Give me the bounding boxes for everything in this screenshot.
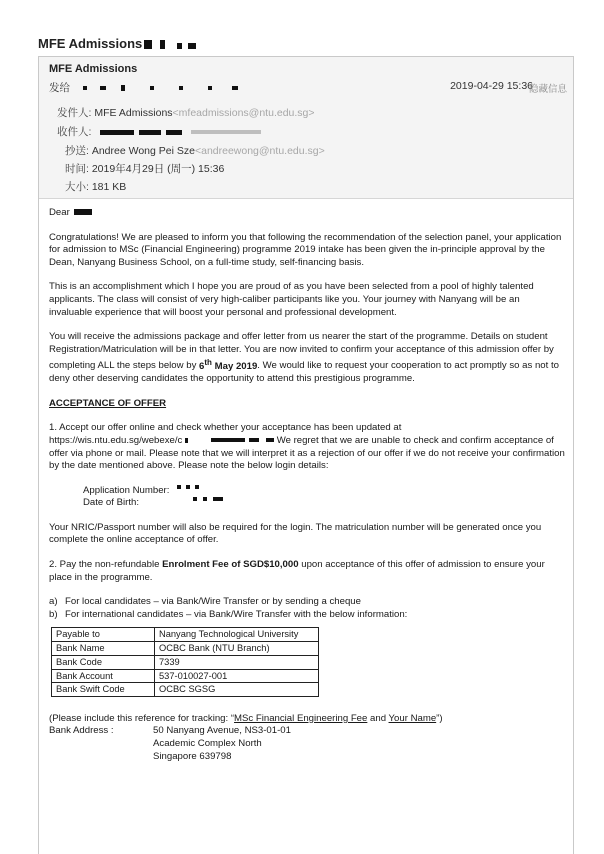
acceptance-heading: ACCEPTANCE OF OFFER (49, 397, 167, 409)
email-viewer (38, 56, 574, 854)
sender-label: 发给 (49, 82, 70, 94)
paragraph-congratulations: Congratulations! We are pleased to inform you that following the recommendation of the selection panel, your application for admission to MSc (Financial Engineering) programme 2019 intake has been given the in-principle approval by the Dean, Nanyang Business School, on a full-time study, self-financing basis. (49, 231, 562, 268)
email-header (39, 57, 573, 199)
size-value: 181 KB (91, 181, 127, 193)
redaction-block (193, 497, 197, 501)
greeting: Dear (49, 207, 565, 220)
email-date: 2019-04-29 15:36 (450, 80, 533, 92)
acceptance-url-link[interactable]: https://wis.ntu.edu.sg/webexe/c (49, 434, 183, 446)
redaction-block (195, 485, 199, 489)
sender-line (49, 80, 238, 95)
redaction-block (191, 130, 261, 134)
application-number-label: Application Number: (83, 484, 170, 496)
page-title-text: MFE Admissions (38, 36, 143, 51)
redaction-block (100, 130, 134, 135)
nric-note: Your NRIC/Passport number will also be required for the login. The matriculation number will be generated once you complete the online acceptance of offer. (49, 521, 542, 546)
redaction-block (185, 438, 188, 443)
time-value: 2019年4月29日 (周一) 15:36 (91, 163, 225, 175)
redaction-block (266, 438, 274, 442)
list-item: b) For international candidates – via Bank/Wire Transfer with the below information: (49, 608, 408, 620)
paragraph-accomplishment: This is an accomplishment which I hope you are proud of as you have been selected from a pool of highly talented applicants. The class will consist of very high-caliber participants like you. Your journey with Nanyang will be an invaluable experience that will boost your personal and professional development. (49, 281, 534, 318)
cc-name[interactable]: Andree Wong Pei Sze (91, 145, 195, 157)
table-row: Bank Code 7339 (52, 655, 319, 669)
from-address[interactable]: <mfeadmissions@ntu.edu.sg> (172, 107, 315, 119)
bank-details-table (51, 627, 319, 696)
table-row: Bank Name OCBC Bank (NTU Branch) (52, 642, 319, 656)
table-row: Bank Swift Code OCBC SGSG (52, 683, 319, 697)
from-row: 发件人: MFE Admissions<mfeadmissions@ntu.edu.sg> (57, 107, 315, 119)
page-title (38, 36, 142, 51)
redaction-block (150, 86, 154, 90)
time-row: 时间: 2019年4月29日 (周一) 15:36 (65, 163, 225, 175)
redaction-block (121, 85, 125, 91)
redaction-block (177, 43, 182, 49)
dob-label: Date of Birth: (83, 497, 139, 509)
tracking-reference: (Please include this reference for tracking: “MSc Financial Engineering Fee and Your Name”) (49, 712, 443, 724)
login-details (83, 485, 565, 510)
hide-details-link[interactable]: 隐藏信息 (528, 84, 567, 95)
list-item: a) For local candidates – via Bank/Wire Transfer or by sending a cheque (49, 596, 361, 608)
size-row: 大小: 181 KB (65, 181, 127, 193)
step-2: 2. Pay the non-refundable Enrolment Fee of SGD$10,000 upon acceptance of this offer of admission to ensure your place in the programme. (49, 559, 545, 583)
redaction-block (83, 86, 87, 90)
redaction-block (166, 130, 182, 135)
to-row: 收件人: (57, 124, 261, 139)
redaction-block (232, 86, 238, 90)
payment-options (49, 596, 565, 621)
redaction-block (139, 130, 161, 135)
bank-address-label: Bank Address : (49, 725, 114, 737)
redaction-block (249, 438, 259, 442)
redaction-block (208, 86, 212, 90)
email-subject: MFE Admissions (49, 63, 138, 75)
redaction-block (203, 497, 207, 501)
redaction-block (100, 86, 106, 90)
cc-row: 抄送: Andree Wong Pei Sze<andreewong@ntu.edu.sg> (65, 145, 325, 157)
redaction-block (74, 209, 92, 215)
paragraph-admission-package: You will receive the admissions package and offer letter from us nearer the start of the programme. Details on student Registration/Matriculation will be in that letter. You are now invited to confirm your acceptance of this admission offer by completing ALL the steps below by 6th May 2019. We would like to request your cooperation to act promptly so as not to deny other deserving candidates the opportunity to attend this prestigious programme. (49, 331, 559, 385)
cc-address[interactable]: <andreewong@ntu.edu.sg> (194, 145, 325, 157)
table-row: Payable to Nanyang Technological University (52, 628, 319, 642)
redaction-block (160, 40, 165, 49)
redaction-block (144, 40, 152, 49)
redaction-block (186, 485, 190, 489)
table-row: Bank Account 537-010027-001 (52, 669, 319, 683)
email-body (49, 207, 565, 763)
redaction-block (179, 86, 183, 90)
redaction-block (177, 485, 181, 489)
deadline-date: 6th May 2019 (199, 357, 258, 372)
enrolment-fee: Enrolment Fee of SGD$10,000 (162, 559, 299, 571)
bank-address: Bank Address : 50 Nanyang Avenue, NS3-01-01 Academic Complex North Singapore 639798 (49, 725, 291, 762)
redaction-block (188, 43, 196, 49)
redaction-block (213, 497, 223, 501)
step-1: 1. Accept our offer online and check whether your acceptance has been updated at https://wis.ntu.edu.sg/webexe/c We regret that we are unable to check and confirm acceptance of offer via phone or mail. Please note that we will interpret it as a rejection of our offer if we do not receive your confirmation by the date mentioned above. Please note the below login details: (49, 422, 565, 472)
redaction-block (211, 438, 245, 442)
from-name[interactable]: MFE Admissions (94, 107, 173, 119)
